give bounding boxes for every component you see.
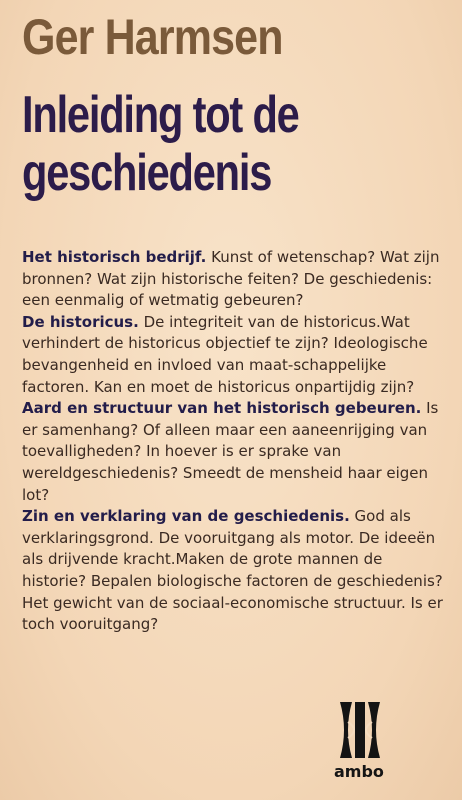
blurb-paragraph [22,312,447,398]
blurb-paragraph [22,398,447,506]
book-title [22,86,299,202]
ambo-logo-icon [338,700,382,760]
blurb-text: De integriteit van de historicus.Wat verhindert de historicus objectief te zijn? Ideologische bevangenheid en invloed van maat-schappelijke factoren. Kan en moet de historicus onpartijdig zijn? [22,312,428,396]
blurb-heading: Zin en verklaring van de geschiedenis. [22,507,350,526]
blurb-text: God als verklaringsgrond. De vooruitgang als motor. De ideeën als drijvende kracht.Maken de grote mannen de historie? Bepalen biologische factoren de geschiedenis? Het gewicht van de sociaal-economische structuur. Is er toch vooruitgang? [22,507,443,634]
title-line: Inleiding tot de [22,86,299,144]
blurb-heading: De historicus. [22,312,139,331]
blurb-text: Kunst of wetenschap? Wat zijn bronnen? Wat zijn historische feiten? De geschiedenis: een eenmalig of wetmatig gebeuren? [22,248,440,310]
blurb-paragraph [22,247,447,312]
author-name: Ger Harmsen [22,9,283,65]
blurb-paragraph [22,506,447,636]
blurb-heading: Het historisch bedrijf. [22,248,207,266]
blurb-text: Is er samenhang? Of alleen maar een aaneenrijging van toevalligheden? In hoever is er sprake van wereldgeschiedenis? Smeedt de mensheid haar eigen lot? [22,399,439,504]
title-line: geschiedenis [22,144,272,202]
publisher-name: ambo [334,762,384,781]
back-cover-blurb [22,247,447,636]
blurb-heading: Aard en structuur van het historisch gebeuren. [22,399,422,418]
